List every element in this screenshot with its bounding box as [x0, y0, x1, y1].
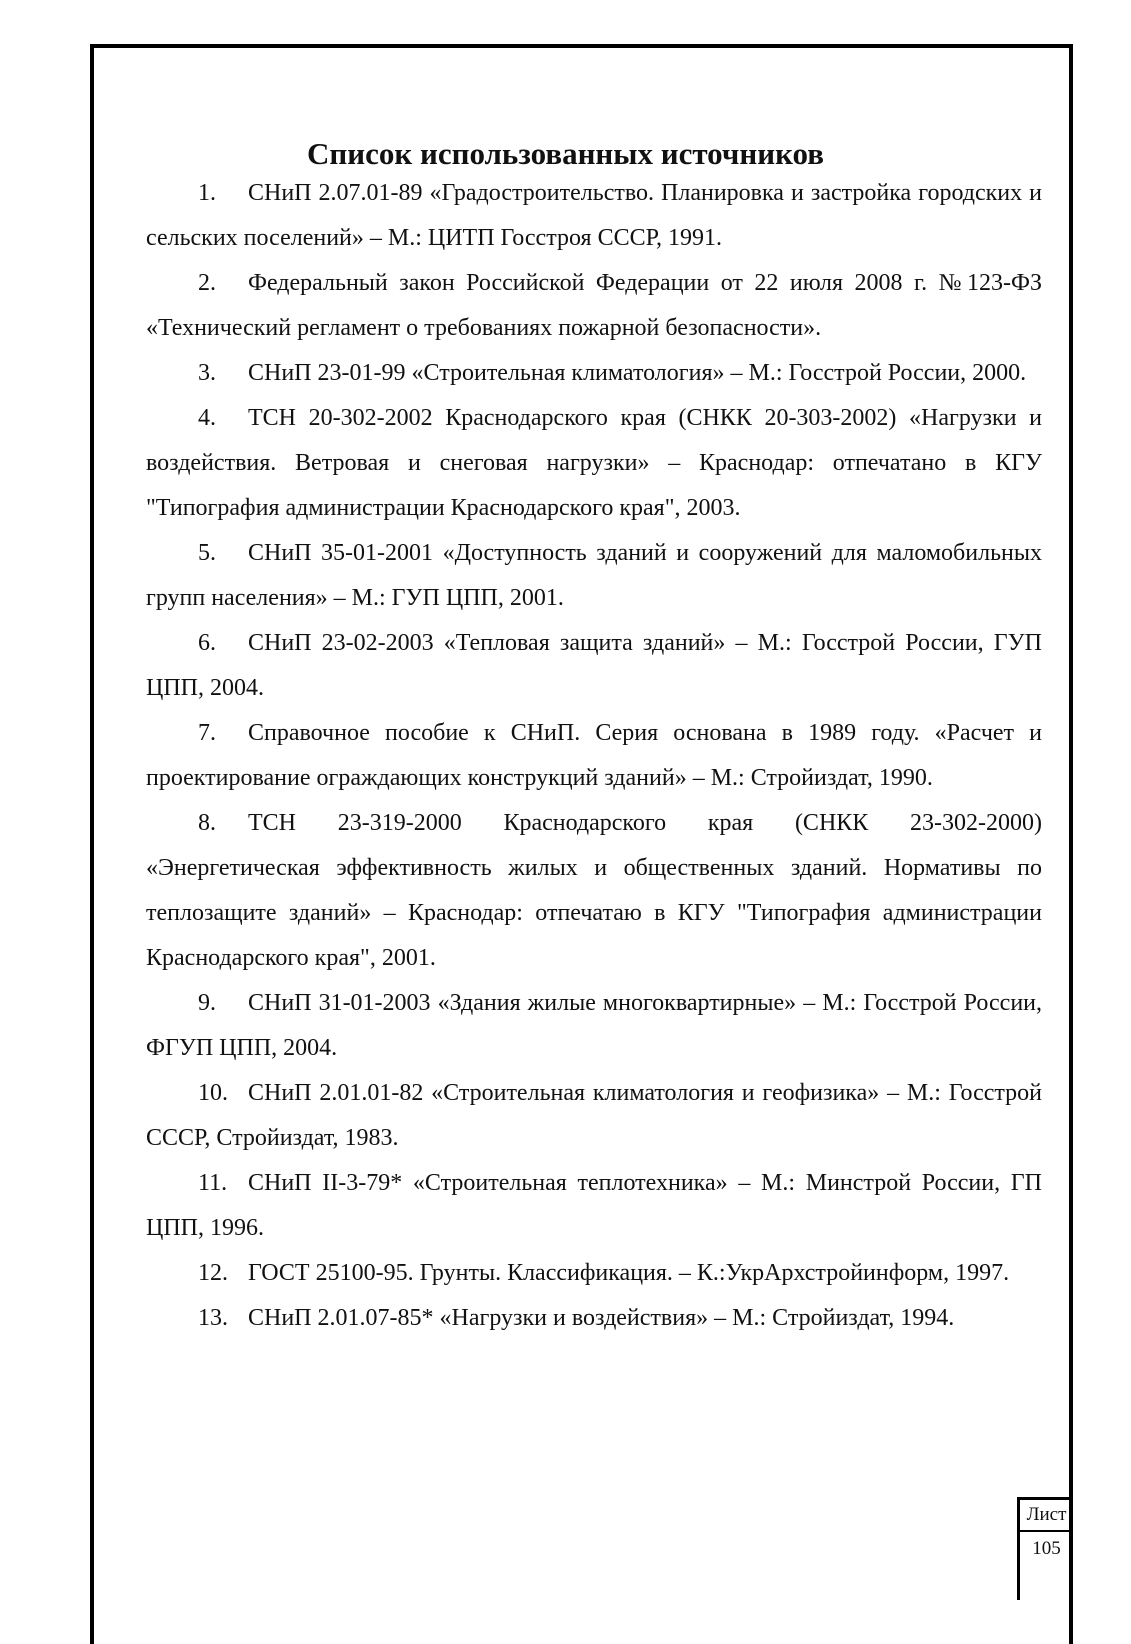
- reference-item: [146, 1296, 1042, 1341]
- reference-number: 7.: [198, 720, 216, 746]
- reference-number: 6.: [198, 630, 216, 656]
- reference-text: СНиП 31-01-2003 «Здания жилые многоквартирные» – М.: Госстрой России, ФГУП ЦПП, 2004.: [146, 990, 1042, 1061]
- reference-text: ТСН 23-319-2000 Краснодарского края (СНКК 23-302-2000) «Энергетическая эффективность жилых и общественных зданий. Нормативы по теплозащите зданий» – Краснодар: отпечатаю в КГУ "Типография администрации Краснодарского края", 2001.: [146, 810, 1042, 971]
- reference-text: СНиП II-3-79* «Строительная теплотехника» – М.: Минстрой России, ГП ЦПП, 1996.: [146, 1170, 1042, 1241]
- reference-item: [146, 1161, 1042, 1251]
- reference-number: 4.: [198, 405, 216, 431]
- reference-text: СНиП 35-01-2001 «Доступность зданий и сооружений для маломобильных групп населения» – М.: ГУП ЦПП, 2001.: [146, 540, 1042, 611]
- sheet-label: Лист: [1020, 1500, 1073, 1532]
- reference-number: 12.: [198, 1260, 228, 1286]
- reference-number: 3.: [198, 360, 216, 386]
- reference-item: [146, 531, 1042, 621]
- reference-number: 8.: [198, 810, 216, 836]
- reference-text: СНиП 2.07.01-89 «Градостроительство. Планировка и застройка городских и сельских поселений» – М.: ЦИТП Госстроя СССР, 1991.: [146, 180, 1042, 251]
- reference-item: [146, 981, 1042, 1071]
- reference-text: Федеральный закон Российской Федерации от 22 июля 2008 г. №123-ФЗ «Технический регламент о требованиях пожарной безопасности».: [146, 270, 1042, 341]
- reference-number: 13.: [198, 1305, 228, 1331]
- sheet-number: 105: [1032, 1538, 1061, 1559]
- reference-text: СНиП 2.01.01-82 «Строительная климатология и геофизика» – М.: Госстрой СССР, Стройиздат, 1983.: [146, 1080, 1042, 1151]
- reference-item: [146, 261, 1042, 351]
- reference-item: [146, 1251, 1042, 1296]
- reference-item: [146, 396, 1042, 531]
- reference-number: 10.: [198, 1080, 228, 1106]
- reference-text: Справочное пособие к СНиП. Серия основана в 1989 году. «Расчет и проектирование ограждающих конструкций зданий» – М.: Стройиздат, 1990.: [146, 720, 1042, 791]
- reference-item: [146, 171, 1042, 261]
- reference-item: [146, 711, 1042, 801]
- reference-number: 9.: [198, 990, 216, 1016]
- sheet-stamp: [1017, 1497, 1073, 1600]
- reference-list: [146, 171, 1042, 1341]
- reference-text: ТСН 20-302-2002 Краснодарского края (СНКК 20-303-2002) «Нагрузки и воздействия. Ветровая и снеговая нагрузки» – Краснодар: отпечатано в КГУ "Типография администрации Краснодарского края", 2003.: [146, 405, 1042, 521]
- reference-number: 2.: [198, 270, 216, 296]
- reference-number: 1.: [198, 180, 216, 206]
- reference-text: СНиП 23-02-2003 «Тепловая защита зданий» – М.: Госстрой России, ГУП ЦПП, 2004.: [146, 630, 1042, 701]
- reference-text: СНиП 2.01.07-85* «Нагрузки и воздействия» – М.: Стройиздат, 1994.: [248, 1305, 955, 1331]
- reference-number: 5.: [198, 540, 216, 566]
- reference-text: СНиП 23-01-99 «Строительная климатология» – М.: Госстрой России, 2000.: [248, 360, 1027, 386]
- reference-item: [146, 621, 1042, 711]
- reference-item: [146, 1071, 1042, 1161]
- reference-item: [146, 351, 1042, 396]
- reference-item: [146, 801, 1042, 981]
- reference-number: 11.: [198, 1170, 228, 1196]
- reference-text: ГОСТ 25100-95. Грунты. Классификация. – К.:УкрАрхстройинформ, 1997.: [248, 1260, 1010, 1286]
- page-title: Список использованных источников: [306, 136, 825, 171]
